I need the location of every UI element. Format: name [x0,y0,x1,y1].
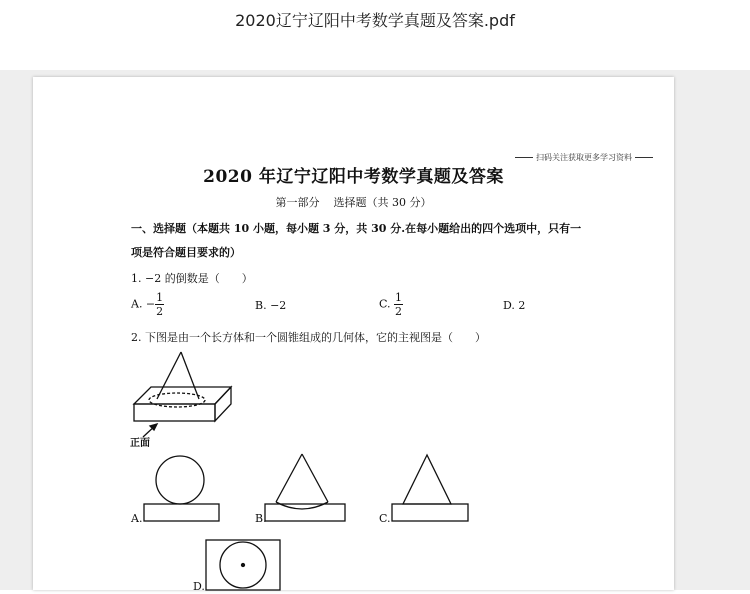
q2-option-a-figure [141,454,221,524]
part-label: 选择题（共 30 分） [333,196,432,209]
q1-option-a-fraction [155,291,164,318]
option-c-triangle [403,455,451,504]
q1-option-a-prefix: A. − [131,297,156,311]
front-label: 正面 [130,438,150,449]
q2-option-a-label: A. [131,512,143,525]
q2-option-c-label: C. [379,512,391,525]
q2-stem: 2. 下图是由一个长方体和一个圆锥组成的几何体，它的主视图是（ ） [131,331,486,344]
option-b-rect [265,504,345,521]
q1-option-c-denominator: 2 [395,305,403,318]
option-b-curve [276,502,328,509]
q1-option-a-denominator: 2 [156,305,164,318]
q2-option-c-figure [389,454,474,524]
document-filename: 2020辽宁辽阳中考数学真题及答案.pdf [235,11,515,30]
q1-option-c-prefix: C. [379,297,395,311]
cuboid-top [134,387,231,404]
q1-option-a-numerator: 1 [156,291,164,304]
q1-option-c [379,291,403,318]
pdf-page [33,77,674,593]
q1-option-d: D. 2 [503,299,526,312]
watermark-line-left [515,157,533,158]
q2-option-b-label: B. [255,512,267,525]
q1-option-b: B. −2 [255,299,287,312]
option-a-rect [144,504,219,521]
part-name: 第一部分 [275,196,320,209]
watermark-line-right [635,157,653,158]
viewer-header [0,0,750,70]
q2-option-d-figure [205,539,285,594]
paper-title: 2020 年辽宁辽阳中考数学真题及答案 [203,167,504,187]
solid-figure [129,347,239,447]
q1-option-c-numerator: 1 [395,291,403,304]
option-b-left-edge [276,454,302,502]
q1-stem: 1. −2 的倒数是（ ） [131,272,253,285]
q2-option-d-label: D. [193,580,205,593]
option-c-rect [392,504,468,521]
option-d-center-dot [242,564,245,567]
cone-left-edge [157,352,181,399]
cone-right-edge [181,352,199,399]
part-title [33,194,674,210]
cuboid-side [215,387,231,421]
cone-base [149,393,205,407]
q1-option-a [131,291,164,318]
q1-option-c-fraction [394,291,403,318]
section-heading-line1: 一、选择题（本题共 10 小题，每小题 3 分，共 30 分.在每小题给出的四个选项中，只有一 [131,222,582,235]
q2-option-b-figure [264,454,349,524]
watermark-text: 扫码关注获取更多学习资料 [536,153,632,162]
option-a-circle [156,456,204,504]
option-b-right-edge [302,454,328,502]
section-heading-line2: 项是符合题目要求的） [131,246,241,259]
